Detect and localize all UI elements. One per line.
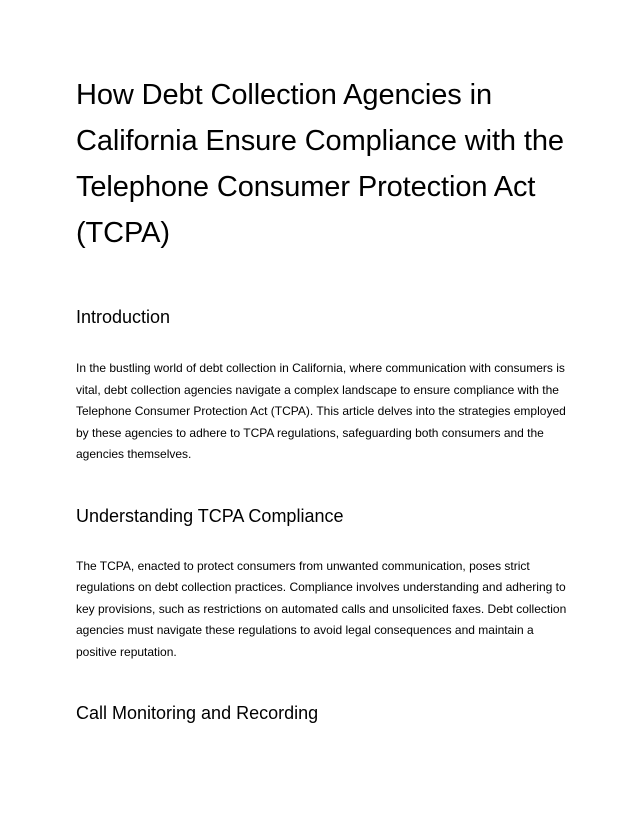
section-body-introduction: In the bustling world of debt collection in California, where communication with consumers is vital, debt collection agencies navigate a complex landscape to ensure compliance with the Telephone Consumer Protection Act (TCPA). This article delves into the strategies employed by these agencies to adhere to TCPA regulations, safeguarding both consumers and the agencies themselves. xyxy=(76,361,566,461)
document-page xyxy=(76,72,576,725)
section-body-understanding-tcpa: The TCPA, enacted to protect consumers from unwanted communication, poses strict regulations on debt collection practices. Compliance involves understanding and adhering to key provisions, such as restrictions on automated calls and unsolicited faxes. Debt collection agencies must navigate these regulations to avoid legal consequences and maintain a positive reputation. xyxy=(76,558,567,659)
section-heading-call-monitoring: Call Monitoring and Recording xyxy=(76,703,319,723)
section-heading-introduction: Introduction xyxy=(76,307,171,327)
page-title: How Debt Collection Agencies in California Ensure Compliance with the Telephone Consumer Protection Act (TCPA) xyxy=(76,79,564,249)
section-heading-understanding-tcpa: Understanding TCPA Compliance xyxy=(76,505,344,526)
